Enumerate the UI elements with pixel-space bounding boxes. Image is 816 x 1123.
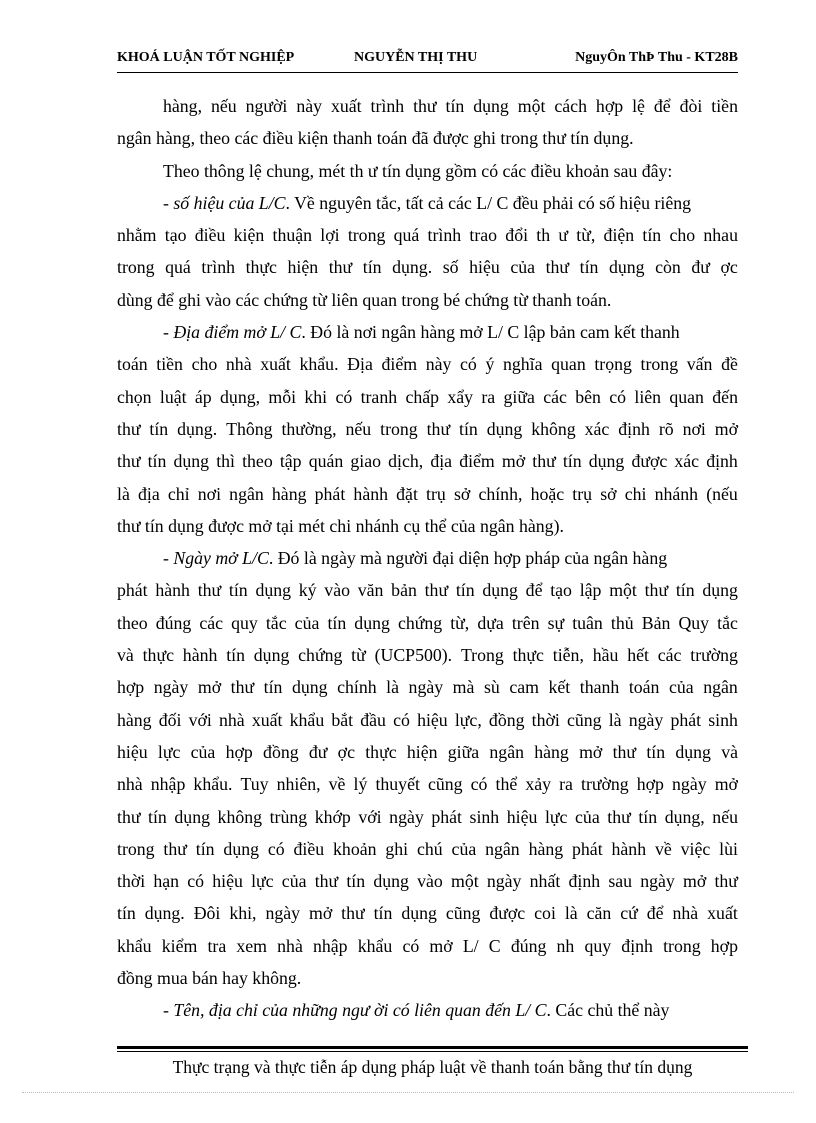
text-line: đồng mua bán hay không. (117, 968, 302, 989)
text-line: phát hành thư tín dụng ký vào văn bản thư tín dụng để tạo lập một thư tín dụng (117, 580, 738, 601)
text-line: nhằm tạo điều kiện thuận lợi trong quá trình trao đổi th ư từ, điện tín cho nhau (117, 225, 738, 246)
text-line: nhà nhập khẩu. Tuy nhiên, về lý thuyết cũng có thể xảy ra trường hợp ngày mở (117, 774, 738, 795)
text-line: hợp ngày mở thư tín dụng chính là ngày mà sù cam kết thanh toán của ngân (117, 677, 738, 698)
text-line: - Tên, địa chỉ của những ngư ời có liên quan đến L/ C. Các chủ thể này (163, 1000, 670, 1021)
text-line: ngân hàng, theo các điều kiện thanh toán đã được ghi trong thư tín dụng. (117, 128, 634, 149)
header-author-class: NguyÔn ThÞ Thu - KT28B (575, 50, 738, 65)
header-author-name: NGUYỄN THỊ THU (354, 50, 478, 65)
text-line: và thực hành tín dụng chứng từ (UCP500). Trong thực tiễn, hầu hết các trường (117, 645, 738, 666)
text-line: hàng đối với nhà xuất khẩu bắt đầu có hiệu lực, đồng thời cũng là ngày phát sinh (117, 709, 738, 730)
item-heading: - Ngày mở L/C (163, 548, 269, 569)
text-line: theo đúng các quy tắc của tín dụng chứng từ, dựa trên sự tuân thủ Bản Quy tắc (117, 612, 738, 633)
text-line: thư tín dụng không trùng khớp với ngày phát sinh hiệu lực của thư tín dụng, nếu (117, 806, 738, 827)
text-line: thư tín dụng. Thông thường, nếu trong thư tín dụng không xác định rõ nơi mở (117, 418, 738, 439)
header-thesis-label: KHOÁ LUẬN TỐT NGHIỆP (117, 50, 295, 65)
item-heading: - số hiệu của L/C (163, 192, 286, 213)
text-line: hàng, nếu người này xuất trình thư tín dụng một cách hợp lệ để đòi tiền (163, 96, 738, 116)
footer-divider-thin (117, 1051, 748, 1052)
page-header (117, 46, 738, 72)
text-line: toán tiền cho nhà xuất khẩu. Địa điểm này có ý nghĩa quan trọng trong vấn đề (117, 354, 738, 375)
text-line: hiệu lực của hợp đồng đư ợc thực hiện giữa ngân hàng mở thư tín dụng và (117, 741, 738, 762)
text-line: - Ngày mở L/C. Đó là ngày mà người đại diện hợp pháp của ngân hàng (163, 548, 668, 569)
footer-divider-thick (117, 1046, 748, 1049)
item-heading: - Tên, địa chỉ của những ngư ời có liên quan đến L/ C (163, 1000, 547, 1021)
text-line: trong quá trình thực hiện thư tín dụng. số hiệu của thư tín dụng còn đư ợc (117, 257, 738, 278)
text-line: Theo thông lệ chung, mét th ư tín dụng gồm có các điều khoản sau đây: (163, 160, 673, 181)
text-line: thời hạn có hiệu lực của thư tín dụng vào một ngày nhất định sau ngày mở thư (117, 871, 738, 892)
text-line: - Địa điểm mở L/ C. Đó là nơi ngân hàng mở L/ C lập bản cam kết thanh (163, 322, 680, 343)
text-line: thư tín dụng thì theo tập quán giao dịch, địa điểm mở thư tín dụng được xác định (117, 451, 738, 472)
item-heading: - Địa điểm mở L/ C (163, 322, 302, 343)
footer-caption: Thực trạng và thực tiễn áp dụng pháp luật về thanh toán bằng thư tín dụng (172, 1057, 693, 1077)
text-line: khẩu kiểm tra xem nhà nhập khẩu có mở L/ C đúng nh quy định trong hợp (117, 935, 738, 956)
text-line: thư tín dụng được mở tại mét chi nhánh cụ thể của ngân hàng). (117, 515, 564, 536)
text-line: tín dụng. Đôi khi, ngày mở thư tín dụng cũng được coi là căn cứ để nhà xuất (117, 903, 738, 924)
text-line: là địa chỉ nơi ngân hàng phát hành đặt trụ sở chính, hoặc trụ sở chi nhánh (nếu (117, 483, 738, 504)
text-line: - số hiệu của L/C. Về nguyên tắc, tất cả các L/ C đều phải có số hiệu riêng (163, 192, 692, 213)
text-line: trong thư tín dụng có điều khoản ghi chú của ngân hàng phát hành về việc lùi (117, 838, 738, 859)
document-body (117, 90, 738, 1027)
text-line: dùng để ghi vào các chứng từ liên quan trong bé chứng từ thanh toán. (117, 289, 612, 310)
header-divider (117, 72, 738, 73)
page-boundary (22, 1092, 794, 1093)
text-line: chọn luật áp dụng, mỗi khi có tranh chấp xẩy ra giữa các bên có liên quan đến (117, 386, 738, 407)
